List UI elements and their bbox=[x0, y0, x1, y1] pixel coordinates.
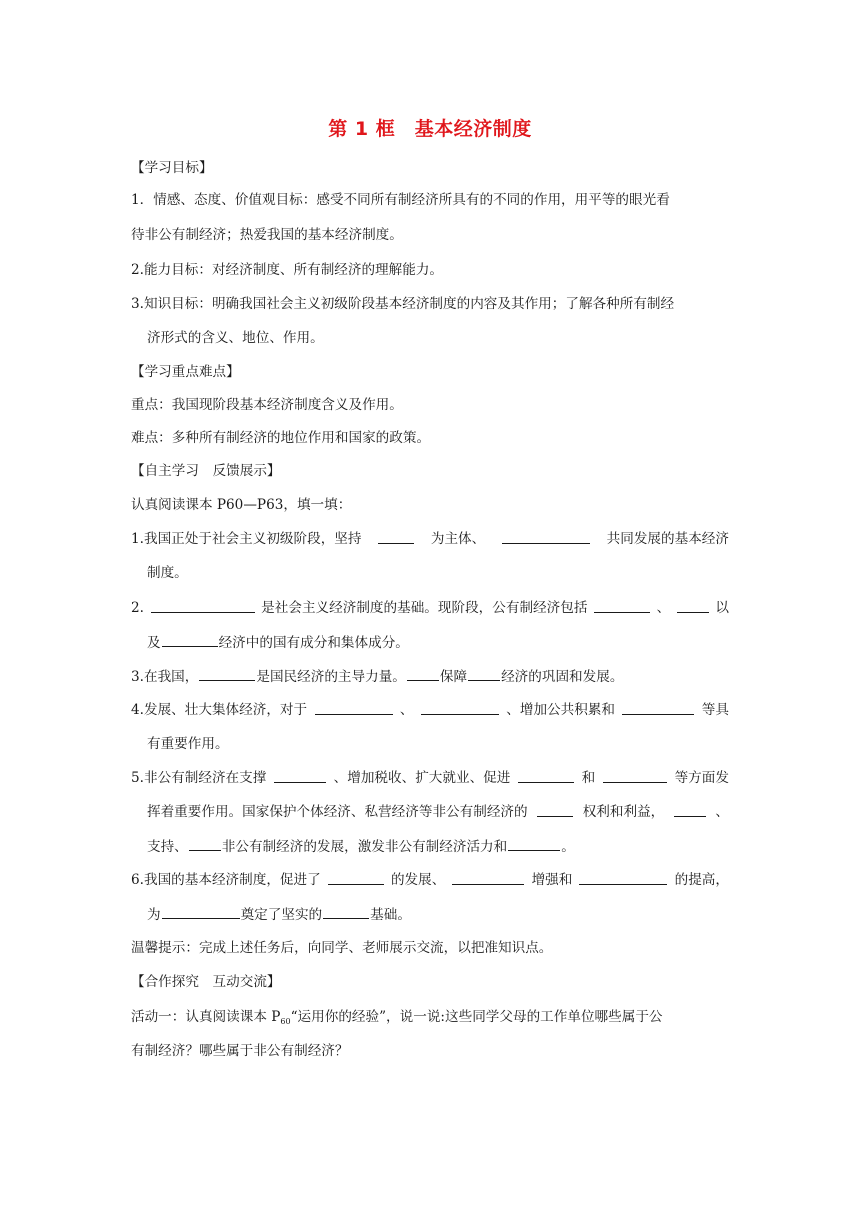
question-4-line-1: 4.发展、壮大集体经济，对于 、 、增加公共积累和 等具 bbox=[131, 702, 729, 718]
question-2-line-1: 2. 是社会主义经济制度的基础。现阶段，公有制经济包括 、 以 bbox=[131, 600, 729, 616]
fill-blank[interactable] bbox=[189, 836, 221, 851]
goal-3-line-2: 济形式的含义、地位、作用。 bbox=[147, 330, 324, 346]
fill-blank[interactable] bbox=[199, 666, 255, 681]
fill-blank[interactable] bbox=[508, 836, 560, 851]
fill-blank[interactable] bbox=[518, 768, 574, 783]
fill-blank[interactable] bbox=[594, 598, 650, 613]
question-5-line-2: 挥着重要作用。国家保护个体经济、私营经济等非公有制经济的 权利和利益， 、 bbox=[147, 804, 729, 820]
fill-blank[interactable] bbox=[468, 666, 500, 681]
fill-blank[interactable] bbox=[502, 529, 590, 544]
page-subscript: 60 bbox=[280, 1017, 291, 1026]
key-point: 重点：我国现阶段基本经济制度含义及作用。 bbox=[131, 397, 403, 413]
question-2-line-2: 及 经济中的国有成分和集体成分。 bbox=[147, 632, 747, 653]
question-1-line-2: 制度。 bbox=[147, 565, 188, 581]
fill-blank[interactable] bbox=[421, 700, 499, 715]
question-1-line-1: 1.我国正处于社会主义初级阶段，坚持 为主体、 共同发展的基本经济 bbox=[131, 531, 729, 547]
fill-blank[interactable] bbox=[162, 904, 240, 919]
goal-3-line-1: 3.知识目标：明确我国社会主义初级阶段基本经济制度的内容及其作用；了解各种所有制经 bbox=[131, 296, 675, 312]
fill-blank[interactable] bbox=[315, 700, 393, 715]
question-6-line-1: 6.我国的基本经济制度，促进了 的发展、 增强和 的提高， bbox=[131, 872, 729, 888]
question-5-line-1: 5.非公有制经济在支撑 、增加税收、扩大就业、促进 和 等方面发 bbox=[131, 770, 729, 786]
goal-1-line-1: 1．情感、态度、价值观目标：感受不同所有制经济所具有的不同的作用，用平等的眼光看 bbox=[131, 192, 670, 208]
activity-1-line-1: 活动一：认真阅读课本 $P_{60}“$运用你的经验”，说一说:这些同学父母的工作单位哪些属于公 bbox=[131, 1009, 663, 1026]
fill-blank[interactable] bbox=[274, 768, 326, 783]
question-3: 3.在我国， 是国民经济的主导力量。 保障 经济的巩固和发展。 bbox=[131, 666, 731, 687]
section-heading-key: 【学习重点难点】 bbox=[131, 364, 240, 380]
fill-blank[interactable] bbox=[622, 700, 694, 715]
fill-blank[interactable] bbox=[378, 529, 414, 544]
difficult-point: 难点：多种所有制经济的地位作用和国家的政策。 bbox=[131, 430, 431, 446]
fill-blank[interactable] bbox=[603, 768, 667, 783]
tip-text: 温馨提示：完成上述任务后，向同学、老师展示交流，以把准知识点。 bbox=[131, 940, 553, 956]
self-study-intro: 认真阅读课本 P60—P63，填一填： bbox=[131, 497, 352, 513]
fill-blank[interactable] bbox=[677, 598, 709, 613]
fill-blank[interactable] bbox=[407, 666, 439, 681]
section-heading-self-study: 【自主学习 反馈展示】 bbox=[131, 463, 281, 479]
goal-2: 2.能力目标：对经济制度、所有制经济的理解能力。 bbox=[131, 262, 444, 278]
section-heading-cooperation: 【合作探究 互动交流】 bbox=[131, 974, 281, 990]
fill-blank[interactable] bbox=[323, 904, 369, 919]
fill-blank[interactable] bbox=[328, 870, 384, 885]
goal-1-line-2: 待非公有制经济；热爱我国的基本经济制度。 bbox=[131, 227, 403, 243]
fill-blank[interactable] bbox=[674, 802, 706, 817]
fill-blank[interactable] bbox=[452, 870, 524, 885]
fill-blank[interactable] bbox=[162, 632, 218, 647]
activity-1-line-2: 有制经济？哪些属于非公有制经济？ bbox=[131, 1043, 349, 1059]
section-heading-goals: 【学习目标】 bbox=[131, 160, 213, 176]
fill-blank[interactable] bbox=[537, 802, 573, 817]
fill-blank[interactable] bbox=[579, 870, 667, 885]
page-title: 第 1 框 基本经济制度 bbox=[328, 118, 532, 140]
question-5-line-3: 支持、 非公有制经济的发展，激发非公有制经济活力和 。 bbox=[147, 836, 747, 857]
fill-blank[interactable] bbox=[151, 598, 255, 613]
question-4-line-2: 有重要作用。 bbox=[147, 736, 229, 752]
question-6-line-2: 为 奠定了坚实的 基础。 bbox=[147, 904, 747, 925]
